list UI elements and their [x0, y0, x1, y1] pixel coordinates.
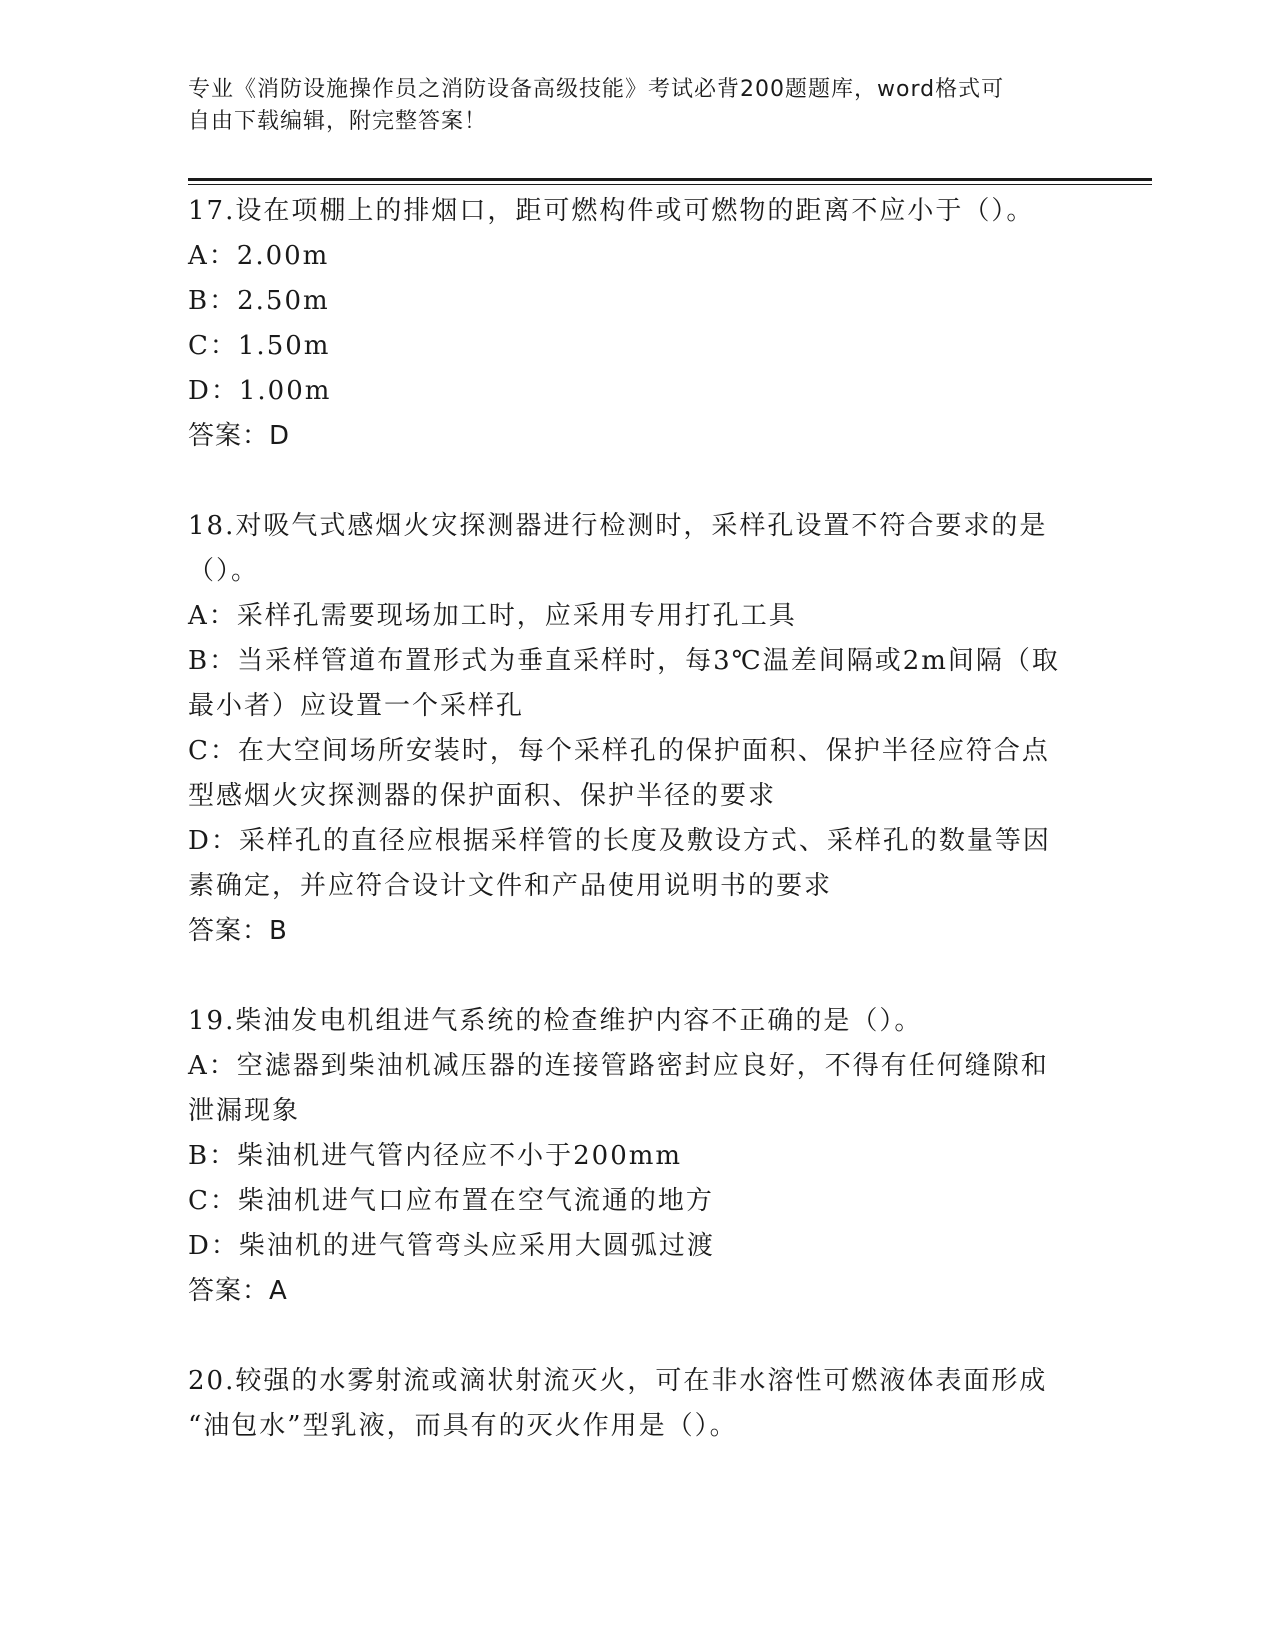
option-line: 泄漏现象 — [188, 1096, 301, 1126]
question-stem-line: 19.柴油发电机组进气系统的检查维护内容不正确的是（）。 — [188, 1006, 923, 1036]
question-stem-line: （）。 — [188, 556, 260, 586]
header-line-1: 专业《消防设施操作员之消防设备高级技能》考试必背200题题库，word格式可 — [188, 77, 1005, 102]
option-line: A：空滤器到柴油机减压器的连接管路密封应良好，不得有任何缝隙和 — [188, 1051, 1049, 1081]
question-block — [188, 504, 1088, 954]
answer-line: 答案：A — [188, 1276, 288, 1306]
option-line: D：采样孔的直径应根据采样管的长度及敷设方式、采样孔的数量等因 — [188, 826, 1051, 856]
question-stem-line: “油包水”型乳液，而具有的灭火作用是（）。 — [188, 1411, 738, 1441]
question-block — [188, 999, 1088, 1314]
question-stem-line: 17.设在项棚上的排烟口，距可燃构件或可燃物的距离不应小于（）。 — [188, 196, 1035, 226]
question-list — [188, 189, 1088, 1494]
document-header — [188, 74, 1068, 138]
option-line: 素确定，并应符合设计文件和产品使用说明书的要求 — [188, 871, 833, 901]
option-line: A：采样孔需要现场加工时，应采用专用打孔工具 — [188, 601, 797, 631]
option-line: C：在大空间场所安装时，每个采样孔的保护面积、保护半径应符合点 — [188, 736, 1050, 766]
option-line: B：柴油机进气管内径应不小于200mm — [188, 1141, 683, 1171]
option-line: C：1.50m — [188, 331, 331, 361]
header-divider-thin — [188, 184, 1152, 185]
option-line: A：2.00m — [188, 241, 330, 271]
option-line: C：柴油机进气口应布置在空气流通的地方 — [188, 1186, 714, 1216]
question-stem-line: 20.较强的水雾射流或滴状射流灭火，可在非水溶性可燃液体表面形成 — [188, 1366, 1048, 1396]
option-line: 最小者）应设置一个采样孔 — [188, 691, 525, 721]
answer-line: 答案：D — [188, 421, 291, 451]
header-line-2: 自由下载编辑，附完整答案！ — [188, 109, 488, 134]
answer-line: 答案：B — [188, 916, 288, 946]
option-line: B：当采样管道布置形式为垂直采样时，每3℃温差间隔或2m间隔（取 — [188, 646, 1060, 676]
question-block — [188, 1359, 1088, 1449]
option-line: 型感烟火灾探测器的保护面积、保护半径的要求 — [188, 781, 777, 811]
option-line: D：1.00m — [188, 376, 332, 406]
question-stem-line: 18.对吸气式感烟火灾探测器进行检测时，采样孔设置不符合要求的是 — [188, 511, 1048, 541]
option-line: D：柴油机的进气管弯头应采用大圆弧过渡 — [188, 1231, 715, 1261]
option-line: B：2.50m — [188, 286, 330, 316]
header-divider-thick — [188, 178, 1152, 181]
question-block — [188, 189, 1088, 459]
